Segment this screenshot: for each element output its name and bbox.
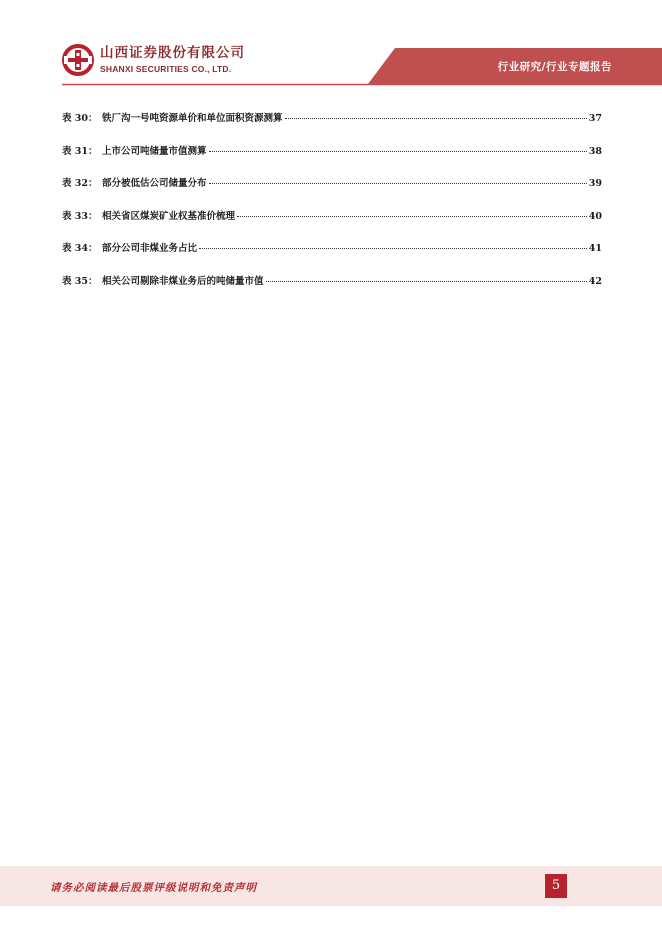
- table-list: [62, 110, 602, 306]
- toc-entry-title: 铁厂沟一号吨资源单价和单位面积资源测算: [102, 113, 283, 124]
- toc-entry-title: 上市公司吨储量市值测算: [102, 145, 207, 157]
- toc-entry-label: 表 34：: [62, 243, 98, 255]
- company-name-en: SHANXI SECURITIES CO., LTD.: [100, 63, 232, 74]
- toc-entry-title: 相关省区煤炭矿业权基准价梳理: [102, 210, 236, 222]
- toc-entry-label: 表 31：: [62, 145, 98, 157]
- toc-dot-leader: [199, 248, 587, 249]
- toc-entry[interactable]: [62, 240, 602, 273]
- shanxi-securities-logo-icon: [62, 44, 94, 76]
- toc-dot-leader: [285, 118, 587, 119]
- toc-entry[interactable]: [62, 110, 602, 143]
- company-logo: [62, 44, 245, 76]
- toc-entry[interactable]: [62, 175, 602, 208]
- toc-entry[interactable]: [62, 273, 602, 306]
- toc-entry-page: 42: [588, 275, 602, 287]
- page-footer: [0, 866, 662, 906]
- page-number: 5: [545, 874, 567, 898]
- toc-entry-label: 表 32：: [62, 178, 98, 190]
- company-name-cn: 山西证券股份有限公司: [100, 45, 245, 61]
- toc-entry-label: 表 30：: [62, 113, 98, 124]
- toc-entry-title: 相关公司剔除非煤业务后的吨储量市值: [102, 275, 264, 287]
- toc-dot-leader: [209, 151, 587, 152]
- toc-entry-title: 部分被低估公司储量分布: [102, 178, 207, 190]
- toc-entry-title: 部分公司非煤业务占比: [102, 243, 198, 255]
- toc-entry-page: 40: [588, 210, 602, 222]
- toc-entry-page: 37: [588, 113, 602, 124]
- toc-entry-label: 表 35：: [62, 275, 98, 287]
- toc-entry[interactable]: [62, 208, 602, 241]
- toc-entry-label: 表 33：: [62, 210, 98, 222]
- toc-dot-leader: [266, 281, 587, 282]
- toc-entry-page: 41: [588, 243, 602, 255]
- toc-dot-leader: [237, 216, 587, 217]
- toc-entry-page: 39: [588, 178, 602, 190]
- toc-dot-leader: [209, 183, 587, 184]
- toc-entry-page: 38: [588, 145, 602, 157]
- disclaimer-notice: 请务必阅读最后股票评级说明和免责声明: [50, 882, 257, 894]
- toc-entry[interactable]: [62, 143, 602, 176]
- page-header: [0, 0, 662, 90]
- report-type-label: 行业研究/行业专题报告: [497, 61, 612, 73]
